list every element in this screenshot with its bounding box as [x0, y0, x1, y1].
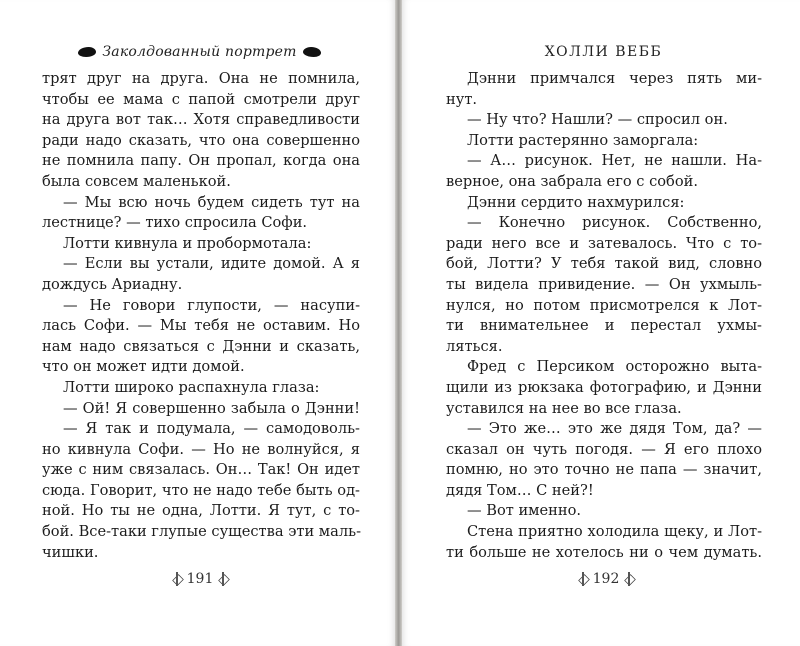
- text-line: дождусь Ариадну.: [42, 275, 183, 293]
- page-number-text: 191: [186, 571, 214, 587]
- text-line: ной. Но ты не одна, Лотти. Я тут, с то-: [42, 502, 360, 520]
- text-line: не помнила папу. Он пропал, когда она: [42, 152, 360, 170]
- text-line: нут.: [446, 90, 478, 108]
- text-line: Лотти кивнула и пробормотала:: [63, 234, 312, 252]
- text-line: лестнице? — тихо спросила Софи.: [42, 214, 308, 232]
- snowflake-ornament-icon: [218, 572, 228, 586]
- text-line: щили из рюкзака фотографию, и Дэнни: [446, 378, 762, 396]
- text-line: сказал он чуть погодя. — Я его плохо: [446, 440, 762, 458]
- text-line: — Это же… это же дядя Том, да? —: [467, 420, 762, 438]
- text-line: ты видела привидение. — Он ухмыль-: [446, 275, 762, 293]
- page-number-right: [546, 568, 666, 590]
- right-page-text: [446, 69, 762, 563]
- text-line: что он может идти домой.: [42, 358, 245, 376]
- snowflake-ornament-icon: [578, 572, 588, 586]
- text-line: — Вот именно.: [467, 502, 582, 520]
- book-gutter: [395, 0, 402, 646]
- text-line: дядя Том… С ней?!: [446, 481, 594, 499]
- text-line: помню, но это точно не папа — значит,: [446, 461, 762, 479]
- text-line: уставился на нее во все глаза.: [446, 399, 682, 417]
- snowflake-ornament-icon: [172, 572, 182, 586]
- snowflake-ornament-icon: [624, 572, 634, 586]
- text-line: — Мы всю ночь будем сидеть тут на: [63, 193, 360, 211]
- page-number-text: 192: [592, 571, 620, 587]
- text-line: трят друг на друга. Она не помнила,: [42, 70, 360, 87]
- running-head-text: Заколдованный портрет: [102, 44, 297, 60]
- text-line: бой. Все-таки глупые существа эти маль-: [42, 523, 362, 541]
- text-line: уже с ним связалась. Он… Так! Он идет: [42, 461, 360, 479]
- text-line: — Не говори глупости, — насупи-: [63, 296, 360, 314]
- text-line: — Ой! Я совершенно забыла о Дэнни!: [63, 399, 360, 417]
- running-head-text: ХОЛЛИ ВЕББ: [544, 44, 663, 60]
- text-line: на друга вот так… Хотя справедливости: [42, 111, 360, 129]
- ink-blot-icon: [78, 47, 96, 57]
- text-line: ти больше не хотелось ни о чем думать.: [446, 543, 762, 561]
- right-page: [402, 0, 800, 646]
- text-line: Лотти широко распахнула глаза:: [63, 378, 320, 396]
- text-line: — Если вы устали, идите домой. А я: [63, 255, 360, 273]
- text-line: чтобы ее мама с папой смотрели друг: [42, 90, 360, 108]
- running-head-left: [42, 40, 357, 64]
- text-line: — А… рисунок. Нет, не нашли. На-: [467, 152, 762, 170]
- left-page-text: [42, 69, 360, 563]
- text-line: ради него все и затевалось. Что с то-: [446, 234, 762, 252]
- text-line: но кивнула Софи. — Но не волнуйся, я: [42, 440, 360, 458]
- text-line: ляться.: [446, 337, 503, 355]
- text-line: нулся, но потом присмотрелся к Лот-: [446, 296, 762, 314]
- text-line: лась Софи. — Мы тебя не оставим. Но: [42, 317, 360, 335]
- text-line: Дэнни сердито нахмурился:: [467, 193, 685, 211]
- text-line: Фред с Персиком осторожно выта-: [467, 358, 762, 376]
- text-line: Лотти растерянно заморгала:: [467, 131, 699, 149]
- text-line: верное, она забрала его с собой.: [446, 172, 698, 190]
- text-line: Стена приятно холодила щеку, и Лот-: [467, 523, 762, 541]
- text-line: нам надо связаться с Дэнни и сказать,: [42, 337, 360, 355]
- text-line: — Я так и подумала, — самодоволь-: [63, 420, 360, 438]
- text-line: чишки.: [42, 543, 99, 561]
- text-line: ти внимательнее и перестал ухмы-: [446, 317, 762, 335]
- text-line: сюда. Говорит, что не надо тебе быть од-: [42, 481, 360, 499]
- text-line: — Ну что? Нашли? — спросил он.: [467, 111, 728, 129]
- text-line: Дэнни примчался через пять ми-: [467, 70, 762, 87]
- text-line: была совсем маленькой.: [42, 172, 231, 190]
- text-line: — Конечно рисунок. Собственно,: [467, 214, 762, 232]
- running-head-right: [446, 40, 761, 64]
- left-page: [0, 0, 395, 646]
- ink-blot-icon: [303, 47, 321, 57]
- text-line: ради надо сказать, что она совершенно: [42, 131, 360, 149]
- text-line: бой, Лотти? У тебя такой вид, словно: [446, 255, 762, 273]
- page-number-left: [140, 568, 260, 590]
